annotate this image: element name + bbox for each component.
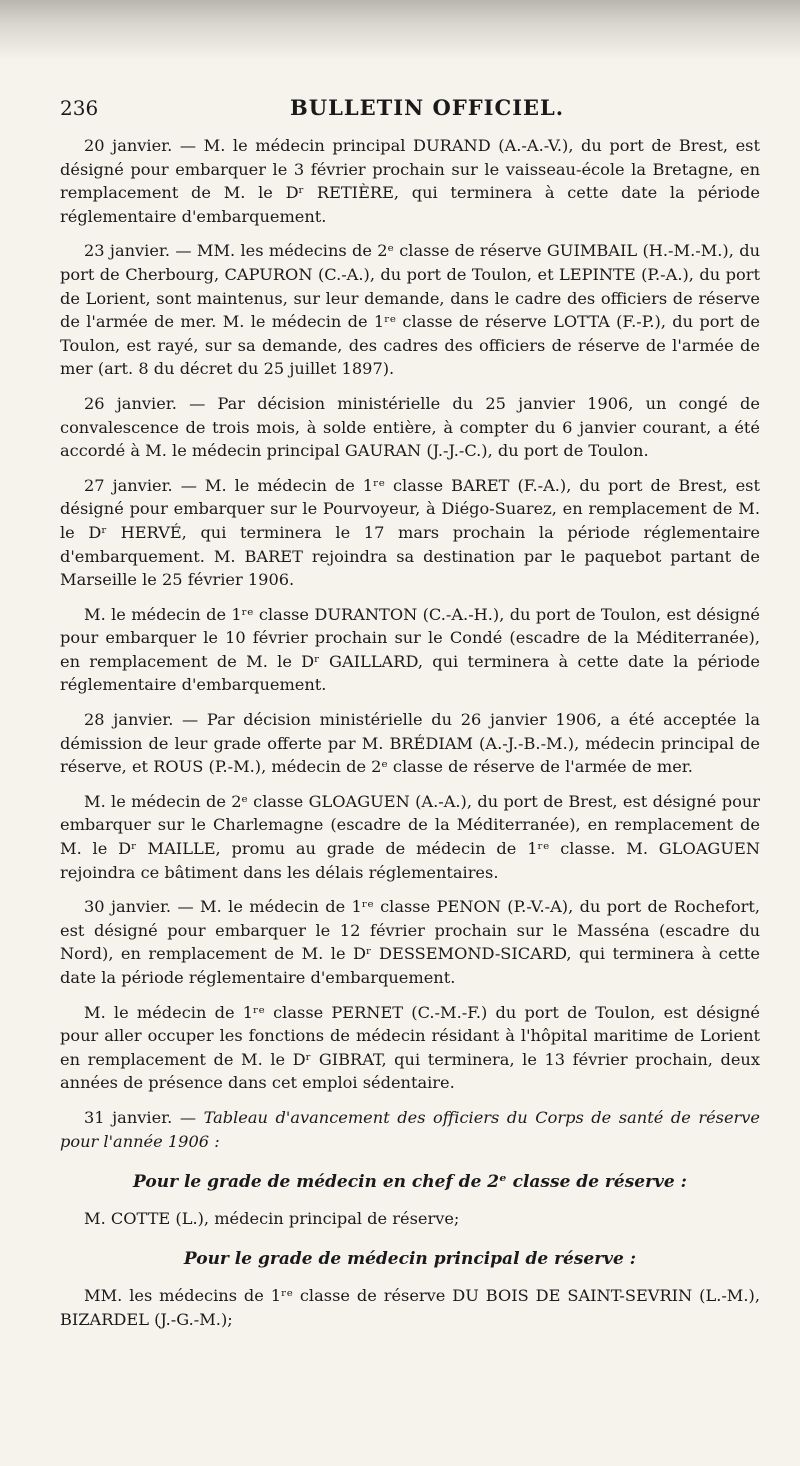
paragraph-pernet xyxy=(60,1001,760,1095)
paragraph-30-janvier xyxy=(60,895,760,989)
entry-text: M. le médecin de 1ʳᵉ classe PERNET (C.-M.-F.) du port de Toulon, est désigné pour aller occuper les fonctions de médecin résidant à l'hôpital maritime de Lorient en remplacement de M. le Dʳ GIBRAT, qui terminera, le 13 février prochain, deux années de présence dans cet emploi sédentaire. xyxy=(60,1002,760,1093)
entry-date: 28 janvier. xyxy=(84,710,174,730)
paragraph-23-janvier xyxy=(60,239,760,381)
entry-date: 30 janvier. xyxy=(84,897,172,917)
paragraph-27-janvier xyxy=(60,474,760,592)
page-header xyxy=(60,96,760,126)
subhead-medecin-en-chef: Pour le grade de médecin en chef de 2ᵉ classe de réserve : xyxy=(133,1172,687,1193)
page-number: 236 xyxy=(60,96,99,120)
list-line-cotte: M. COTTE (L.), médecin principal de réserve; xyxy=(84,1208,460,1228)
scan-top-edge xyxy=(0,0,800,60)
entry-date: 23 janvier. xyxy=(84,241,171,261)
entry-text: M. le médecin de 2ᵉ classe GLOAGUEN (A.-A.), du port de Brest, est désigné pour embarquer sur le Charlemagne (escadre de la Méditerranée), en remplacement de M. le Dʳ MAILLE, promu au grade de médecin de 1ʳᵉ classe. M. GLOAGUEN rejoindra ce bâtiment dans les délais réglementaires. xyxy=(60,791,760,882)
running-title: BULLETIN OFFICIEL. xyxy=(290,95,565,120)
subhead-medecin-principal: Pour le grade de médecin principal de réserve : xyxy=(183,1249,637,1270)
entry-date: 27 janvier. xyxy=(84,475,173,495)
entry-text: — M. le médecin de 1ʳᵉ classe BARET (F.-A.), du port de Brest, est désigné pour embarquer sur le Pourvoyeur, à Diégo-Suarez, en remplacement de M. le Dʳ HERVÉ, qui terminera le 17 mars prochain la période réglementaire d'embarquement. M. BARET rejoindra sa destination par le paquebot partant de Marseille le 25 février 1906. xyxy=(60,475,760,590)
entry-date: 31 janvier. xyxy=(84,1107,173,1127)
entry-text: — Par décision ministérielle du 25 janvier 1906, un congé de convalescence de trois mois, à solde entière, à compter du 6 janvier courant, a été accordé à M. le médecin principal GAURAN (J.-J.-C.), du port de Toulon. xyxy=(60,393,760,461)
entry-text: — M. le médecin de 1ʳᵉ classe PENON (P.-V.-A), du port de Rochefort, est désigné pour embarquer le 12 février prochain sur le Masséna (escadre du Nord), en remplacement de M. le Dʳ DESSEMOND-SICARD, qui terminera à cette date la période réglementaire d'embarquement. xyxy=(60,897,760,987)
entry-text: — M. le médecin principal DURAND (A.-A.-V.), du port de Brest, est désigné pour embarquer le 3 février prochain sur le vaisseau-école la Bretagne, en remplacement de M. le Dʳ RETIÈRE, qui terminera à cette date la période réglementaire d'embarquement. xyxy=(60,136,760,226)
paragraph-20-janvier xyxy=(60,134,760,228)
paragraph-26-janvier xyxy=(60,392,760,463)
paragraph-duranton xyxy=(60,603,760,697)
entry-text: — Tableau d'avancement des officiers du Corps de santé de réserve pour l'année 1906 : xyxy=(60,1107,760,1151)
entry-text: — MM. les médecins de 2ᵉ classe de réserve GUIMBAIL (H.-M.-M.), du port de Cherbourg, CAPURON (C.-A.), du port de Toulon, et LEPINTE (P.-A.), du port de Lorient, sont maintenus, sur leur demande, dans le cadre des officiers de réserve de l'armée de mer. M. le médecin de 1ʳᵉ classe de réserve LOTTA (F.-P.), du port de Toulon, est rayé, sur sa demande, des cadres des officiers de réserve de l'armée de mer (art. 8 du décret du 25 juillet 1897). xyxy=(60,241,760,379)
paragraph-28-janvier xyxy=(60,708,760,779)
entry-text: M. le médecin de 1ʳᵉ classe DURANTON (C.-A.-H.), du port de Toulon, est désigné pour embarquer le 10 février prochain sur le Condé (escadre de la Méditerranée), en remplacement de M. le Dʳ GAILLARD, qui terminera à cette date la période réglementaire d'embarquement. xyxy=(60,604,760,695)
entry-date: 20 janvier. xyxy=(84,136,173,155)
paragraph-gloaguen xyxy=(60,790,760,884)
entry-date: 26 janvier. xyxy=(84,393,177,413)
list-line-du-bois: MM. les médecins de 1ʳᵉ classe de réserve DU BOIS DE SAINT-SEVRIN (L.-M.), BIZARDEL (J.-G.-M.); xyxy=(60,1285,760,1329)
entry-text: — Par décision ministérielle du 26 janvier 1906, a été acceptée la démission de leur grade offerte par M. BRÉDIAM (A.-J.-B.-M.), médecin principal de réserve, et ROUS (P.-M.), médecin de 2ᵉ classe de réserve de l'armée de mer. xyxy=(60,710,760,777)
paragraph-31-janvier xyxy=(60,1106,760,1153)
document-page xyxy=(60,96,760,1342)
